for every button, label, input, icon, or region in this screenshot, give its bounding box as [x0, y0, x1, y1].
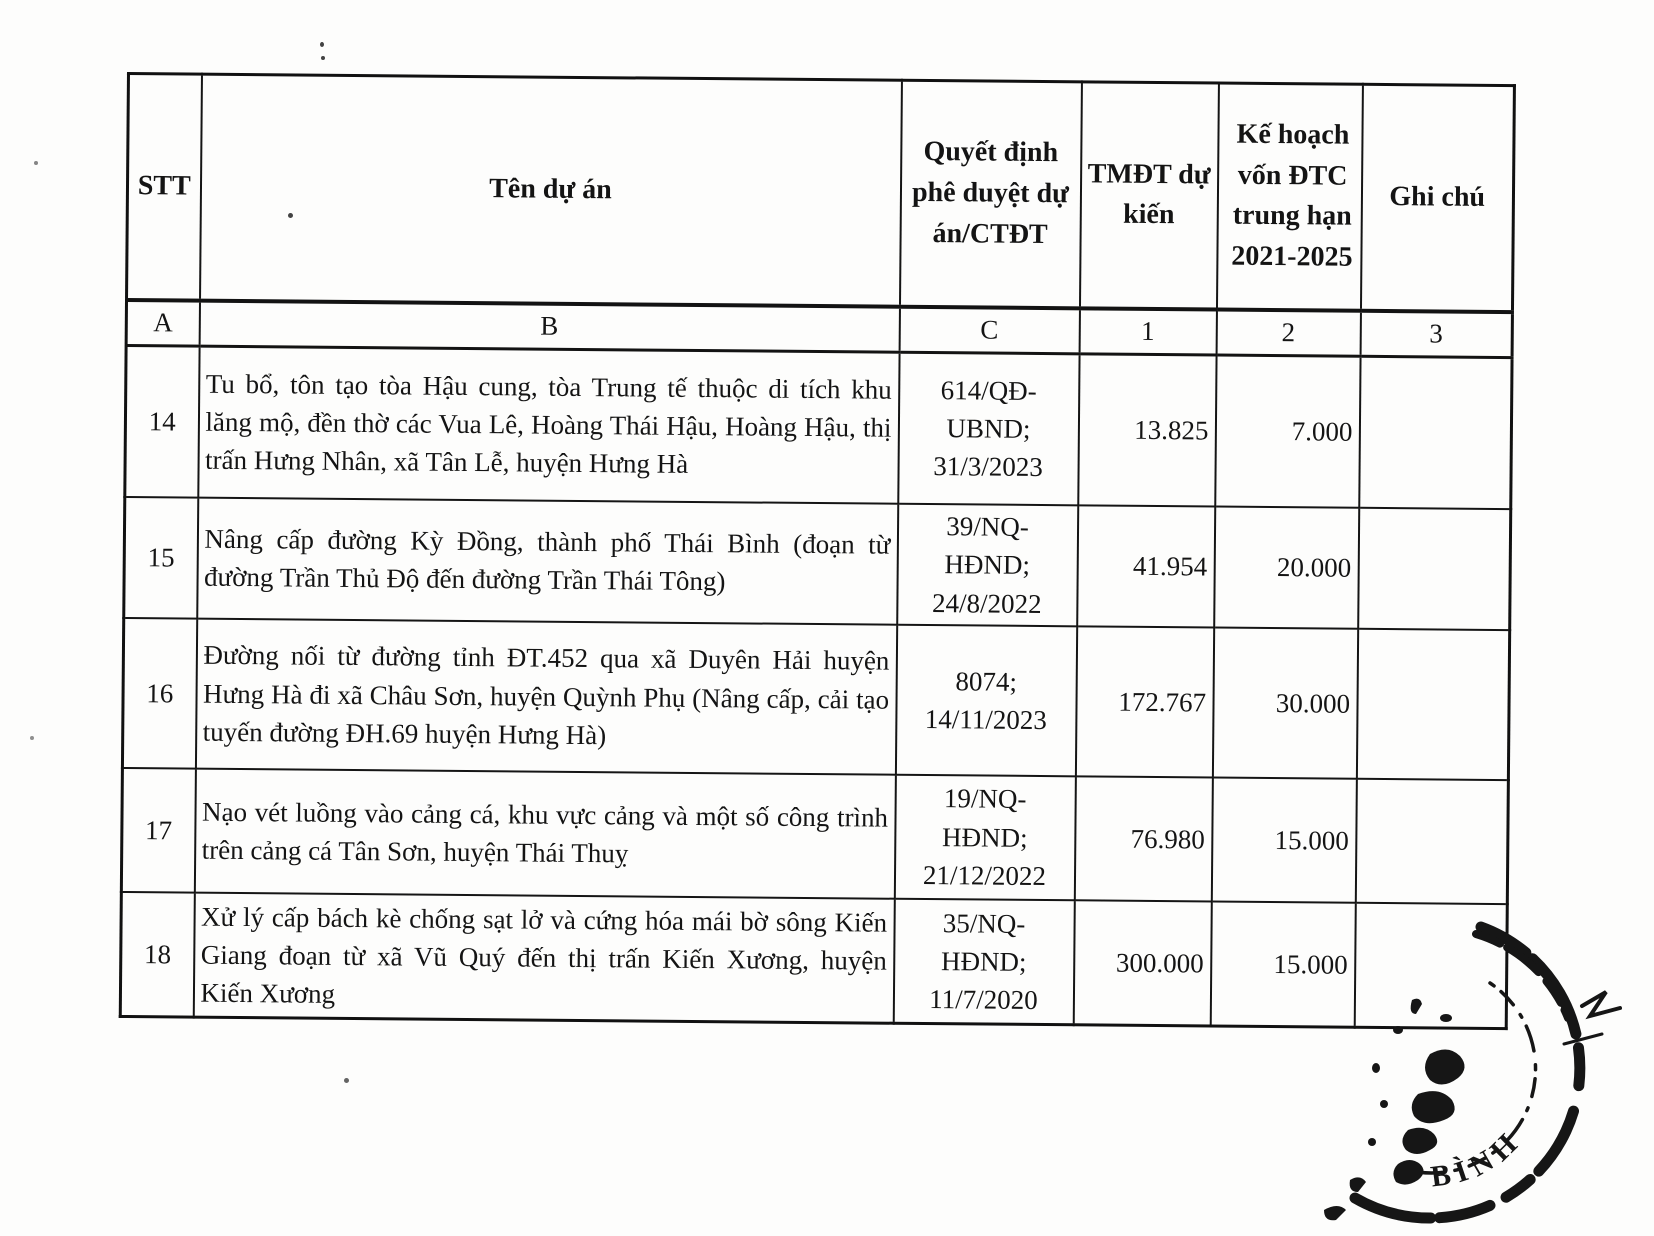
stamp-text: BÌNH — [1428, 1122, 1529, 1194]
plan-value: 20.000 — [1214, 507, 1359, 629]
tmdt-value: 13.825 — [1078, 353, 1216, 506]
project-name: Nạo vét luồng vào cảng cá, khu vực cảng và một số công trình trên cảng cá Tân Sơn, huyện Thái Thuỵ — [194, 769, 895, 899]
approval-decision: 8074; 14/11/2023 — [895, 625, 1076, 777]
scan-speck — [321, 56, 325, 60]
scan-speck — [30, 736, 34, 740]
note-cell — [1359, 356, 1512, 509]
tmdt-value: 76.980 — [1074, 776, 1212, 901]
column-key-c: C — [899, 306, 1079, 353]
table-row-16 — [122, 618, 1509, 780]
table-row-14 — [125, 345, 1512, 509]
tmdt-value: 300.000 — [1073, 900, 1211, 1026]
column-key-b: B — [199, 300, 899, 352]
row-index: 18 — [120, 892, 194, 1018]
column-key-2: 2 — [1216, 309, 1360, 356]
plan-value: 30.000 — [1212, 627, 1357, 778]
col-header-tmdt: TMĐT dự kiến — [1079, 82, 1218, 309]
table-row-15 — [124, 497, 1511, 630]
svg-text:BÌNH — [1429, 1123, 1529, 1194]
approval-decision: 19/NQ- HĐND; 21/12/2022 — [894, 775, 1075, 901]
row-index: 17 — [121, 768, 195, 893]
row-index: 14 — [125, 345, 199, 498]
project-name: Nâng cấp đường Kỳ Đồng, thành phố Thái Bình (đoạn từ đường Trần Thủ Độ đến đường Trần Thái Tông) — [197, 498, 898, 625]
row-index: 15 — [124, 497, 198, 619]
scan-speck — [320, 42, 324, 47]
col-header-decision: Quyết định phê duyệt dự án/CTĐT — [899, 80, 1081, 308]
plan-value: 7.000 — [1215, 355, 1360, 508]
project-name: Đường nối từ đường tỉnh ĐT.452 qua xã Duyên Hải huyện Hưng Hà đi xã Châu Sơn, huyện Quỳnh Phụ (Nâng cấp, cải tạo tuyến đường ĐH.69 huyện Hưng Hà) — [195, 619, 896, 775]
project-name: Xử lý cấp bách kè chống sạt lở và cứng hóa mái bờ sông Kiến Giang đoạn từ xã Vũ Quý đến thị trấn Kiến Xương, huyện Kiến Xương — [193, 893, 894, 1024]
column-key-3: 3 — [1360, 310, 1512, 357]
plan-value: 15.000 — [1210, 901, 1355, 1027]
project-name: Tu bổ, tôn tạo tòa Hậu cung, tòa Trung tế thuộc di tích khu lăng mộ, đền thờ các Vua Lê, Hoàng Thái Hậu, Hoàng Hậu, thị trấn Hưng Nhân, xã Tân Lễ, huyện Hưng Hà — [198, 346, 899, 504]
tmdt-value: 172.767 — [1075, 626, 1213, 777]
col-header-stt: STT — [127, 74, 202, 301]
col-header-plan: Kế hoạch vốn ĐTC trung hạn 2021-2025 — [1216, 83, 1362, 310]
scan-speck — [344, 1078, 349, 1083]
plan-value: 15.000 — [1211, 777, 1356, 902]
approval-decision: 35/NQ- HĐND; 11/7/2020 — [893, 899, 1074, 1026]
col-header-project-name: Tên dự án — [200, 74, 902, 306]
official-stamp — [1280, 858, 1654, 1236]
note-cell — [1358, 508, 1511, 630]
table-header-row — [127, 74, 1515, 312]
scan-speck — [34, 161, 38, 165]
row-index: 16 — [122, 618, 196, 769]
approval-decision: 614/QĐ- UBND; 31/3/2023 — [898, 352, 1079, 506]
column-key-1: 1 — [1079, 308, 1216, 355]
col-header-note: Ghi chú — [1360, 84, 1514, 311]
note-cell — [1356, 629, 1509, 780]
column-key-a: A — [126, 300, 199, 346]
tmdt-value: 41.954 — [1077, 505, 1215, 627]
approval-decision: 39/NQ- HĐND; 24/8/2022 — [897, 504, 1078, 627]
